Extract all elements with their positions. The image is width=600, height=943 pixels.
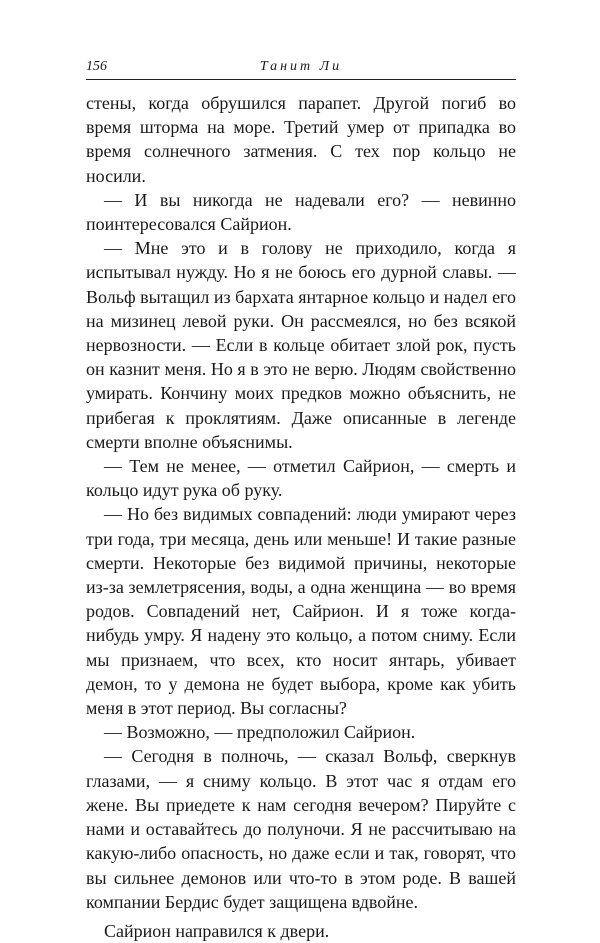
body-text: [86, 91, 516, 943]
running-head-author: Танит Ли: [259, 59, 343, 74]
paragraph: — Возможно, — предположил Сайрион.: [104, 722, 416, 743]
paragraph: — Мне это и в голову не приходило, когда я испытывал нужду. Но я не боюсь его дурной славы. — Вольф вытащил из бархата янтарное кольцо и надел его на мизинец левой руки. Он рассмеялся, но без всякой нервозности. — Если в кольце обитает злой рок, пусть он казнит меня. Но я в это не верю. Людям свойственно умирать. Кончину моих предков можно объяснить, не прибегая к проклятиям. Даже описанные в легенде смерти вполне объяснимы.: [86, 238, 516, 452]
paragraph: стены, когда обрушился парапет. Другой погиб во время шторма на море. Третий умер от припадка во время солнечного затмения. С тех пор кольцо не носили.: [86, 93, 516, 186]
paragraph: — Но без видимых совпадений: люди умирают через три года, три месяца, день или меньше! И такие разные смерти. Некоторые без видимой причины, некоторые из-за землетрясения, воды, а одна женщина — во время родов. Совпадений нет, Сайрион. И я тоже когда-нибудь умру. Я надену это кольцо, а потом сниму. Если мы признаем, что всех, кто носит янтарь, убивает демон, то у демона не будет выбора, кроме как убить меня в этот период. Вы согласны?: [86, 504, 516, 719]
paragraph: — Сегодня в полночь, — сказал Вольф, сверкнув глазами, — я сниму кольцо. В этот час я отдам его жене. Вы приедете к нам сегодня вечером? Пируйте с нами и оставайтесь до полуночи. Я не рассчитываю на какую-либо опасность, но даже если и так, говорят, что вы сильнее демонов или что-то в этом роде. В вашей компании Бердис будет защищена вдвойне.: [86, 746, 516, 912]
paragraph: — И вы никогда не надевали его? — невинно поинтересовался Сайрион.: [86, 189, 516, 235]
paragraph: — Тем не менее, — отметил Сайрион, — смерть и кольцо идут рука об руку.: [86, 456, 516, 501]
page-number: 156: [86, 59, 107, 74]
header-rule: [86, 79, 516, 80]
paragraph: Сайрион направился к двери.: [104, 920, 330, 941]
running-header: [86, 58, 516, 80]
